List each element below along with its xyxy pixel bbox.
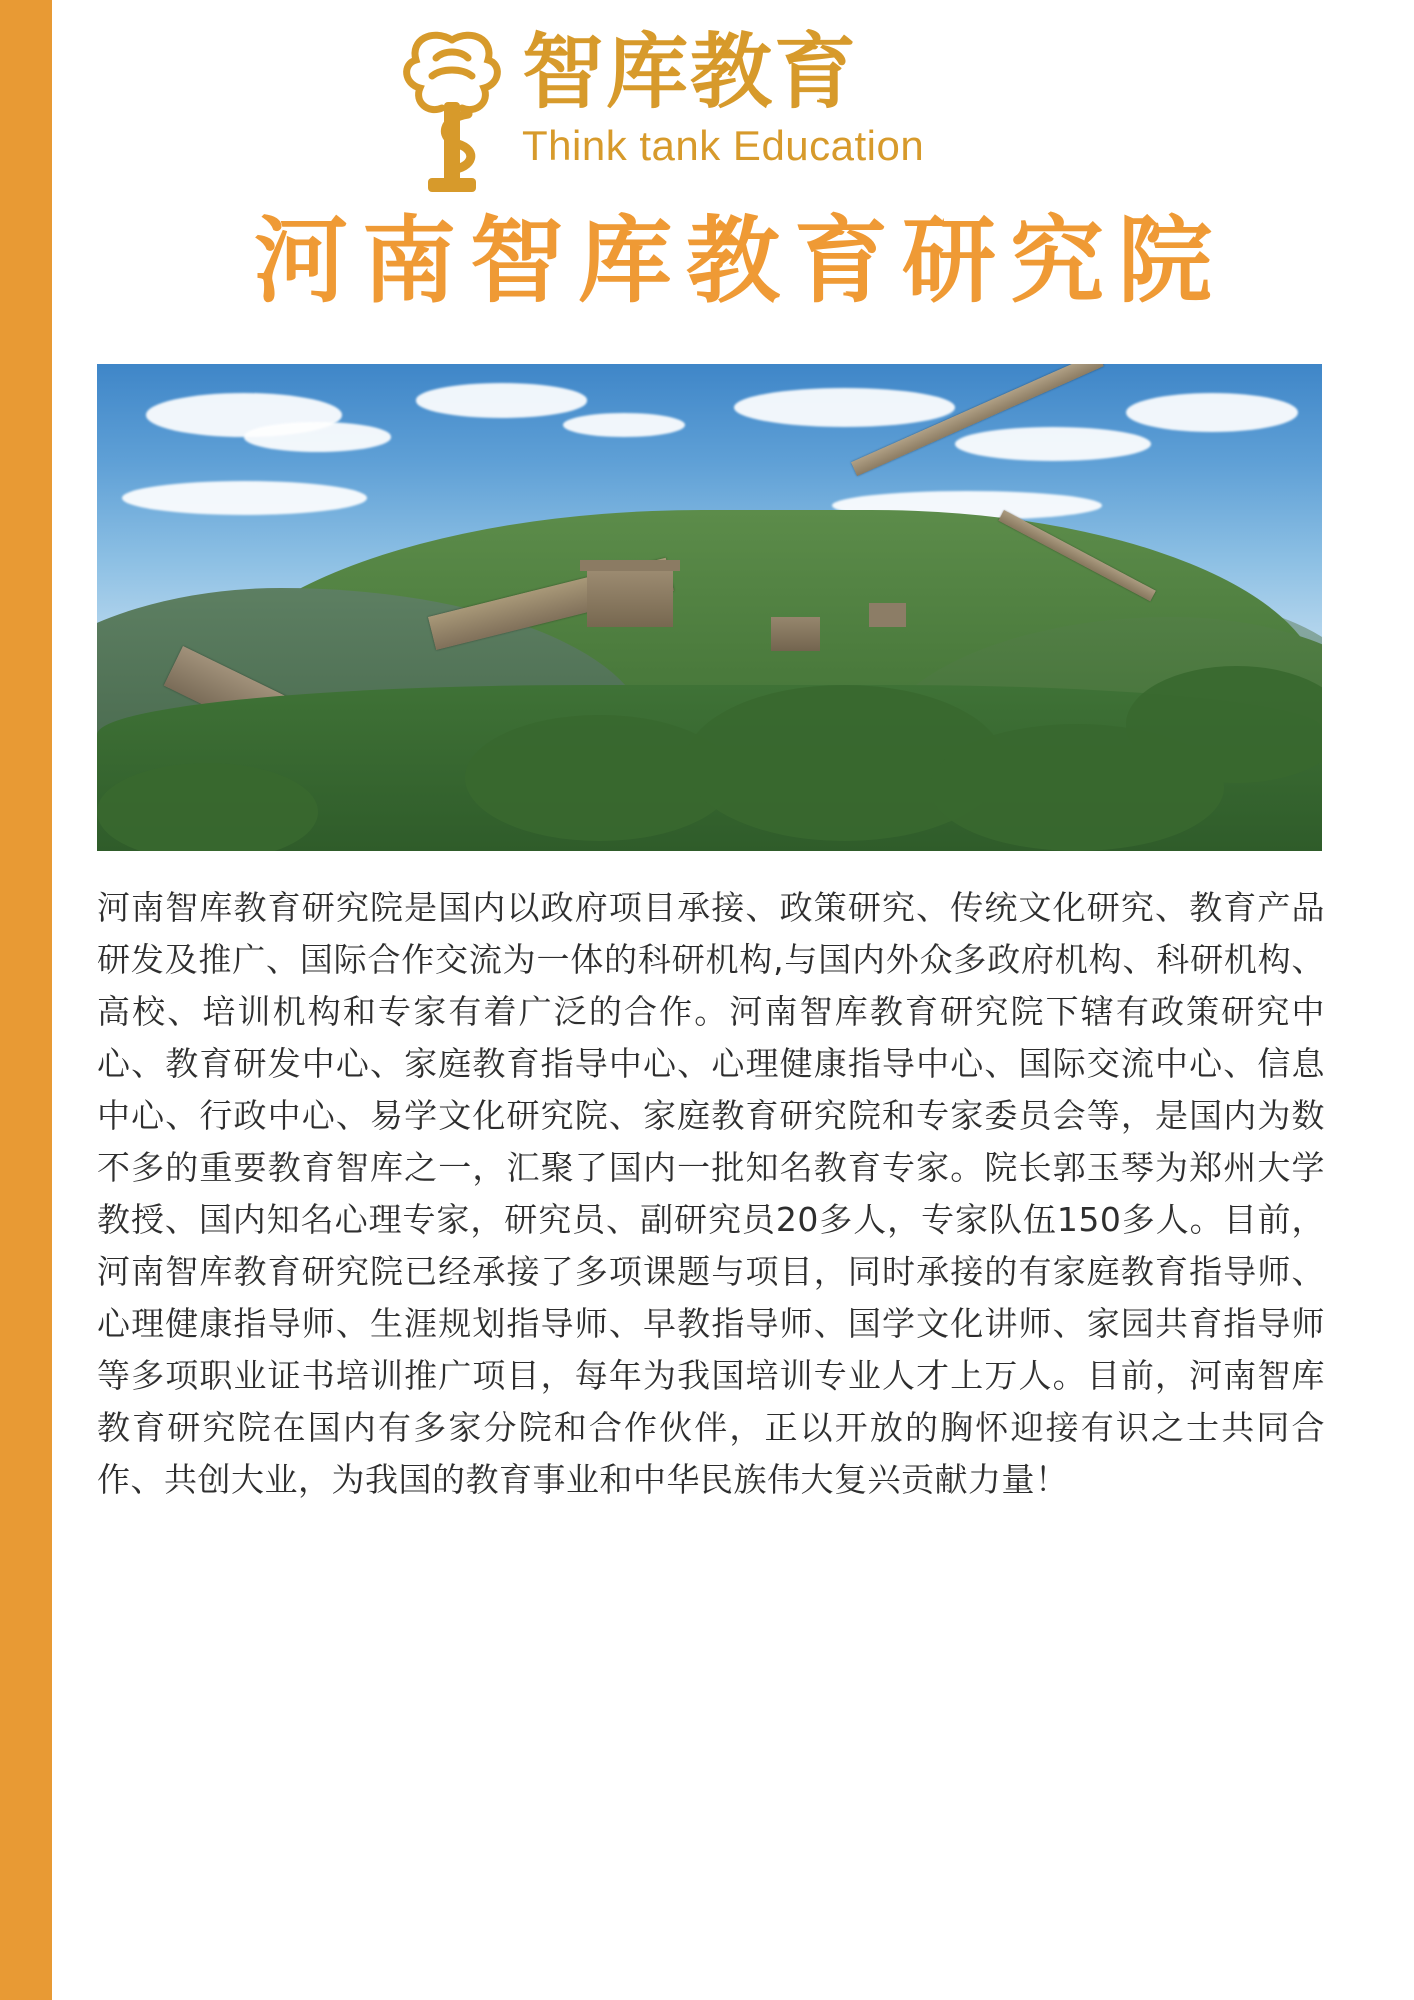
cloud-shape	[563, 413, 686, 437]
poster-content	[52, 0, 1414, 2000]
think-tank-ornament-logo-icon	[392, 18, 512, 203]
watchtower	[869, 603, 906, 627]
left-accent-bar	[0, 0, 52, 2000]
brand-name-en: Think tank Education	[522, 122, 925, 170]
watchtower	[771, 617, 820, 651]
brand-logo	[392, 18, 1112, 203]
cloud-shape	[244, 422, 391, 451]
page-title: 河南智库教育研究院	[253, 207, 1226, 316]
great-wall-photo	[97, 364, 1322, 851]
tree-cluster	[97, 763, 318, 851]
brand-name-cn: 智库教育	[522, 25, 859, 120]
cloud-shape	[734, 388, 955, 427]
cloud-shape	[416, 383, 588, 417]
brand-logo-text	[522, 25, 1102, 170]
body-paragraph: 河南智库教育研究院是国内以政府项目承接、政策研究、传统文化研究、教育产品研发及推广、国际合作交流为一体的科研机构,与国内外众多政府机构、科研机构、高校、培训机构和专家有着广泛的合作。河南智库教育研究院下辖有政策研究中心、教育研发中心、家庭教育指导中心、心理健康指导中心、国际交流中心、信息中心、行政中心、易学文化研究院、家庭教育研究院和专家委员会等，是国内为数不多的重要教育智库之一，汇聚了国内一批知名教育专家。院长郭玉琴为郑州大学教授、国内知名心理专家，研究员、副研究员20多人，专家队伍150多人。目前，河南智库教育研究院已经承接了多项课题与项目，同时承接的有家庭教育指导师、心理健康指导师、生涯规划指导师、早教指导师、国学文化讲师、家园共育指导师等多项职业证书培训推广项目，每年为我国培训专业人才上万人。目前，河南智库教育研究院在国内有多家分院和合作伙伴，正以开放的胸怀迎接有识之士共同合作、共创大业，为我国的教育事业和中华民族伟大复兴贡献力量！	[97, 888, 1325, 1499]
watchtower-main	[587, 569, 673, 627]
cloud-shape	[122, 481, 367, 515]
cloud-shape	[1126, 393, 1298, 432]
